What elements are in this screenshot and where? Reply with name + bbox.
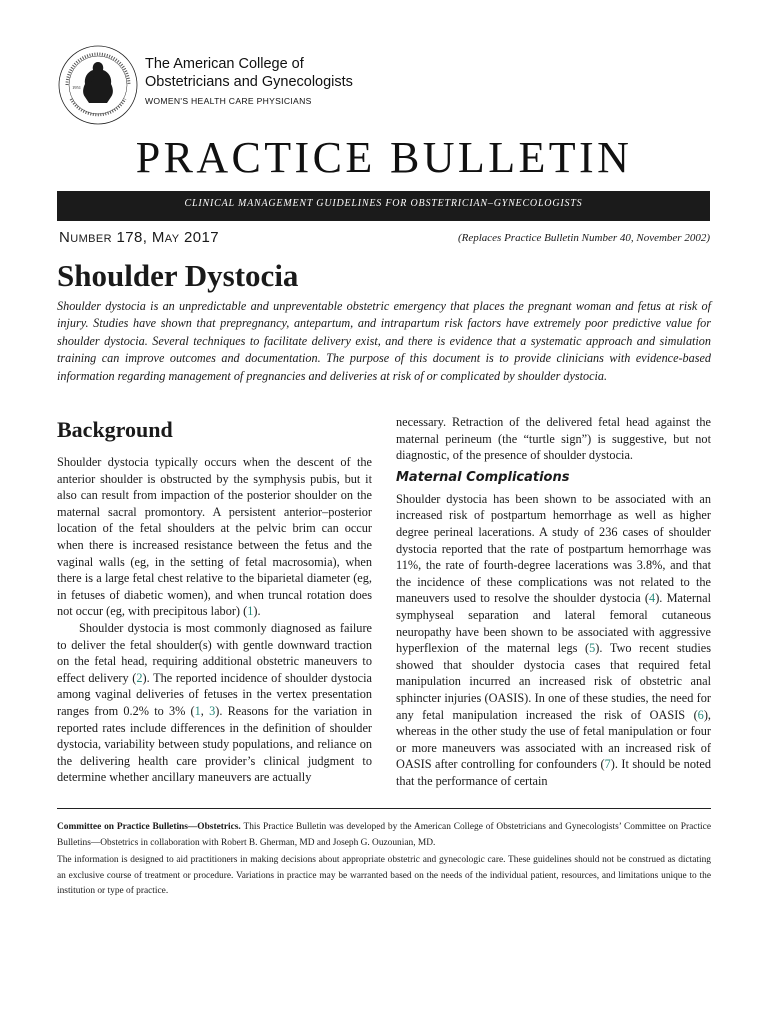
reference-link[interactable]: 6 xyxy=(697,707,704,722)
replaces-note: (Replaces Practice Bulletin Number 40, November 2002) xyxy=(457,232,710,244)
org-name-line1: The American College of xyxy=(145,56,304,72)
seal-year: 1951 xyxy=(72,85,81,90)
reference-link[interactable]: 4 xyxy=(649,591,656,606)
abstract: Shoulder dystocia is an unpredictable and unpreventable obstetric emergency that places the pregnant woman and fetus at risk of injury. Studies have shown that prepregnancy, antepartum, and intrapartum risk factors have extremely poor predictive value for shoulder dystocia. Several techniques to facilitate delivery exist, and there is evidence that a systematic approach and simulation training can improve outcomes and documentation. The purpose of this document is to provide clinicians with evidence-based information regarding management of pregnancies and deliveries at risk of or complicated by shoulder dystocia. xyxy=(57,299,711,383)
background-paragraph-2: Shoulder dystocia is most commonly diagnosed as failure to deliver the fetal shoulder(s) with gentle downward traction on the fetal head, requiring additional obstetric maneuvers to effect delivery (2). The reported incidence of shoulder dystocia among vaginal deliveries of fetuses in the vertex presentation ranges from 0.2% to 3% (1, 3). Reasons for the variation in reported rates include differences in the definition of shoulder dystocia, variability between study populations, and reliance on the delivering health care provider’s clinical judgment to determine whether ancillary maneuvers are actually xyxy=(57,620,372,785)
practice-bulletin-title: PRACTICE BULLETIN xyxy=(135,133,633,182)
reference-link[interactable]: 5 xyxy=(589,641,596,656)
column-left xyxy=(57,414,372,786)
reference-link[interactable]: 1 xyxy=(194,703,201,718)
reference-link[interactable]: 3 xyxy=(209,703,216,718)
footnote-divider xyxy=(57,808,711,809)
org-tagline: WOMEN'S HEALTH CARE PHYSICIANS xyxy=(145,96,312,106)
guidelines-banner: CLINICAL MANAGEMENT GUIDELINES FOR OBSTETRICIAN–GYNECOLOGISTS xyxy=(57,191,710,221)
org-name-line2: Obstetricians and Gynecologists xyxy=(145,74,353,90)
background-paragraph-1: Shoulder dystocia typically occurs when the descent of the anterior shoulder is obstructed by the symphysis pubis, but it also can result from impaction of the posterior shoulder on the maternal sacral promontory. A persistent anterior–posterior location of the fetal shoulders at the pelvic brim can occur when there is increased resistance between the fetus and the vaginal walls (eg, in the setting of fetal macrosomia), when there is a large fetal chest relative to the biparietal diameter (eg, in fetuses of diabetic women), and when truncal rotation does not occur (eg, with precipitous labor) (1). xyxy=(57,455,372,619)
background-paragraph-2-continued: necessary. Retraction of the delivered fetal head against the maternal perineum (the “turtle sign”) is suggestive, but not diagnostic, of the presence of shoulder dystocia. xyxy=(396,415,711,463)
reference-link[interactable]: 7 xyxy=(604,757,611,772)
reference-link[interactable]: 1 xyxy=(247,604,254,619)
background-heading: Background xyxy=(57,417,173,442)
maternal-complications-paragraph: Shoulder dystocia has been shown to be associated with an increased risk of postpartum hemorrhage as well as higher degree perineal lacerations. A study of 236 cases of shoulder dystocia reported that the rate of postpartum hemorrhage was 11%, the rate of fourth-degree lacerations was 3.8%, and that the incidence of these complications was not related to the maneuvers used to resolve the shoulder dystocia (4). Maternal symphyseal separation and lateral femoral cutaneous neuropathy have been shown to be associated with aggressive hyperflexion of the maternal legs (5). Two recent studies showed that shoulder dystocia cases that required fetal manipulation incurred an increased risk of obstetric anal sphincter injuries (OASIS). In one of these studies, the need for any fetal manipulation increased the risk of OASIS (6), whereas in the other study the use of fetal manipulation or four or more maneuvers was associated with an increased risk of OASIS after controlling for confounders (7). It should be noted that the performance of certain xyxy=(396,491,712,788)
reference-link[interactable]: 2 xyxy=(136,670,143,685)
footnotes xyxy=(57,820,711,902)
column-right xyxy=(396,414,711,789)
maternal-complications-heading: Maternal Complications xyxy=(396,469,570,485)
acog-seal-logo xyxy=(57,44,139,126)
document-title: Shoulder Dystocia xyxy=(57,258,299,293)
disclaimer: The information is designed to aid practitioners in making decisions about appropriate obstetric and gynecologic care. These guidelines should not be construed as dictating an exclusive course of treatment or procedure. Variations in practice may be warranted based on the needs of the individual patient, resources, and limitations unique to the institution or type of practice. xyxy=(57,855,711,897)
committee-note: Committee on Practice Bulletins—Obstetrics. This Practice Bulletin was developed by the American College of Obstetricians and Gynecologists’ Committee on Practice Bulletins—Obstetrics in collaboration with Robert B. Gherman, MD and Joseph G. Ouzounian, MD. xyxy=(57,822,711,848)
bulletin-number: Number 178, May 2017 xyxy=(59,229,219,246)
